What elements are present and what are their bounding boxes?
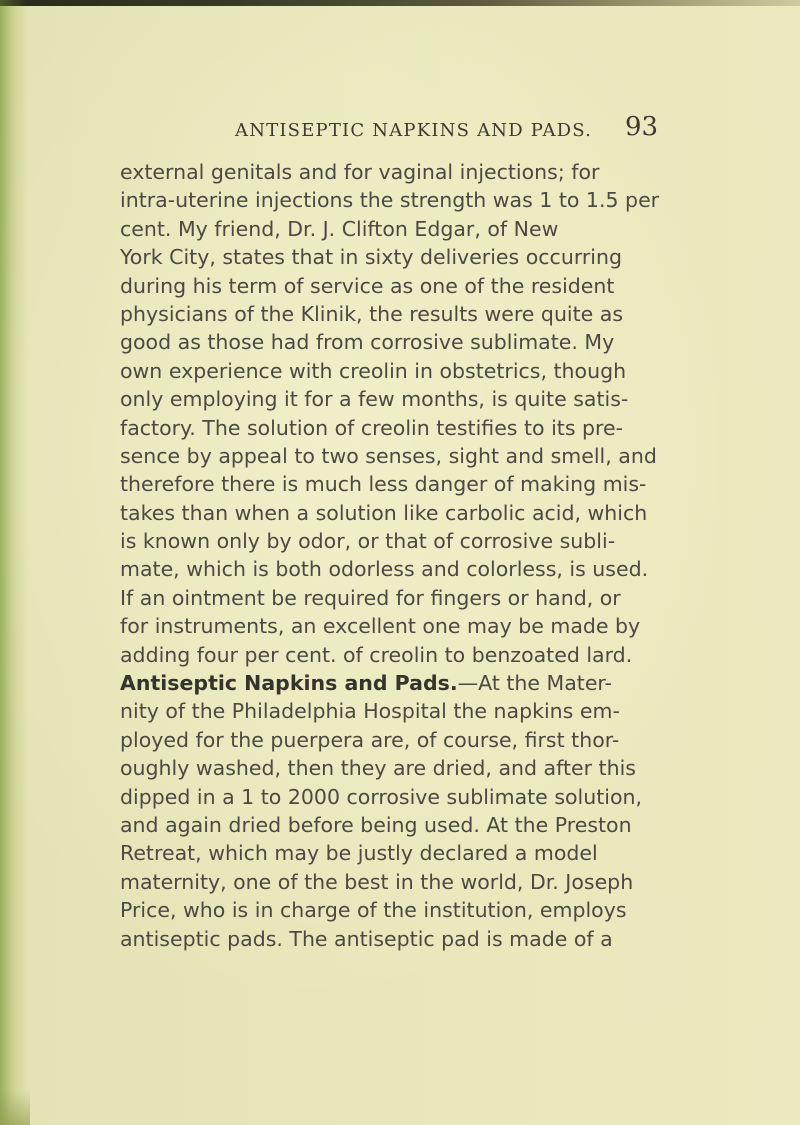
section-opening-text: —At the Mater-: [457, 671, 612, 696]
body-text: [120, 158, 690, 953]
text-line: oughly washed, then they are dried, and after this: [120, 756, 636, 781]
text-line: If an ointment be required for fingers or hand, or: [120, 585, 621, 610]
text-line: during his term of service as one of the resident: [120, 273, 615, 298]
text-line: therefore there is much less danger of making mis-: [120, 472, 647, 497]
text-line: mate, which is both odorless and colorless, is used.: [120, 557, 649, 582]
text-line: good as those had from corrosive sublimate. My: [120, 330, 615, 355]
text-line: dipped in a 1 to 2000 corrosive sublimate solution,: [120, 784, 643, 809]
text-line: external genitals and for vaginal injections; for: [120, 160, 600, 184]
running-title: ANTISEPTIC NAPKINS AND PADS.: [235, 120, 593, 141]
text-line: sence by appeal to two senses, sight and smell, and: [120, 443, 657, 468]
text-line: cent. My friend, Dr. J. Clifton Edgar, of New: [120, 216, 559, 241]
page-top-edge-shadow: [0, 0, 800, 6]
text-line: ployed for the puerpera are, of course, first thor-: [120, 727, 620, 752]
text-line: own experience with creolin in obstetrics, though: [120, 358, 627, 383]
text-line: antiseptic pads. The antiseptic pad is made of a: [120, 926, 613, 951]
text-line: Retreat, which may be justly declared a model: [120, 841, 598, 866]
text-line: intra-uterine injections the strength was 1 to 1.5 per: [120, 188, 660, 213]
text-line: and again dried before being used. At the Preston: [120, 812, 632, 837]
page-corner-stain: [0, 1090, 30, 1125]
text-line: factory. The solution of creolin testifies to its pre-: [120, 415, 624, 440]
page-number: 93: [625, 112, 659, 142]
section-heading: Antiseptic Napkins and Pads.: [120, 671, 458, 696]
text-line: is known only by odor, or that of corrosive subli-: [120, 529, 616, 554]
page-header: [120, 112, 680, 152]
text-line: only employing it for a few months, is quite satis-: [120, 387, 629, 412]
text-line: adding four per cent. of creolin to benzoated lard.: [120, 642, 633, 667]
text-line: physicians of the Klinik, the results were quite as: [120, 301, 624, 326]
text-line: nity of the Philadelphia Hospital the napkins em-: [120, 699, 620, 724]
text-line: York City, states that in sixty deliveries occurring: [120, 245, 623, 270]
page-left-edge-discoloration: [0, 0, 26, 1125]
text-line: for instruments, an excellent one may be made by: [120, 614, 641, 639]
section-opening-line: [120, 669, 690, 697]
text-line: Price, who is in charge of the institution, employs: [120, 898, 627, 923]
text-line: maternity, one of the best in the world, Dr. Joseph: [120, 869, 634, 894]
text-line: takes than when a solution like carbolic acid, which: [120, 500, 648, 525]
